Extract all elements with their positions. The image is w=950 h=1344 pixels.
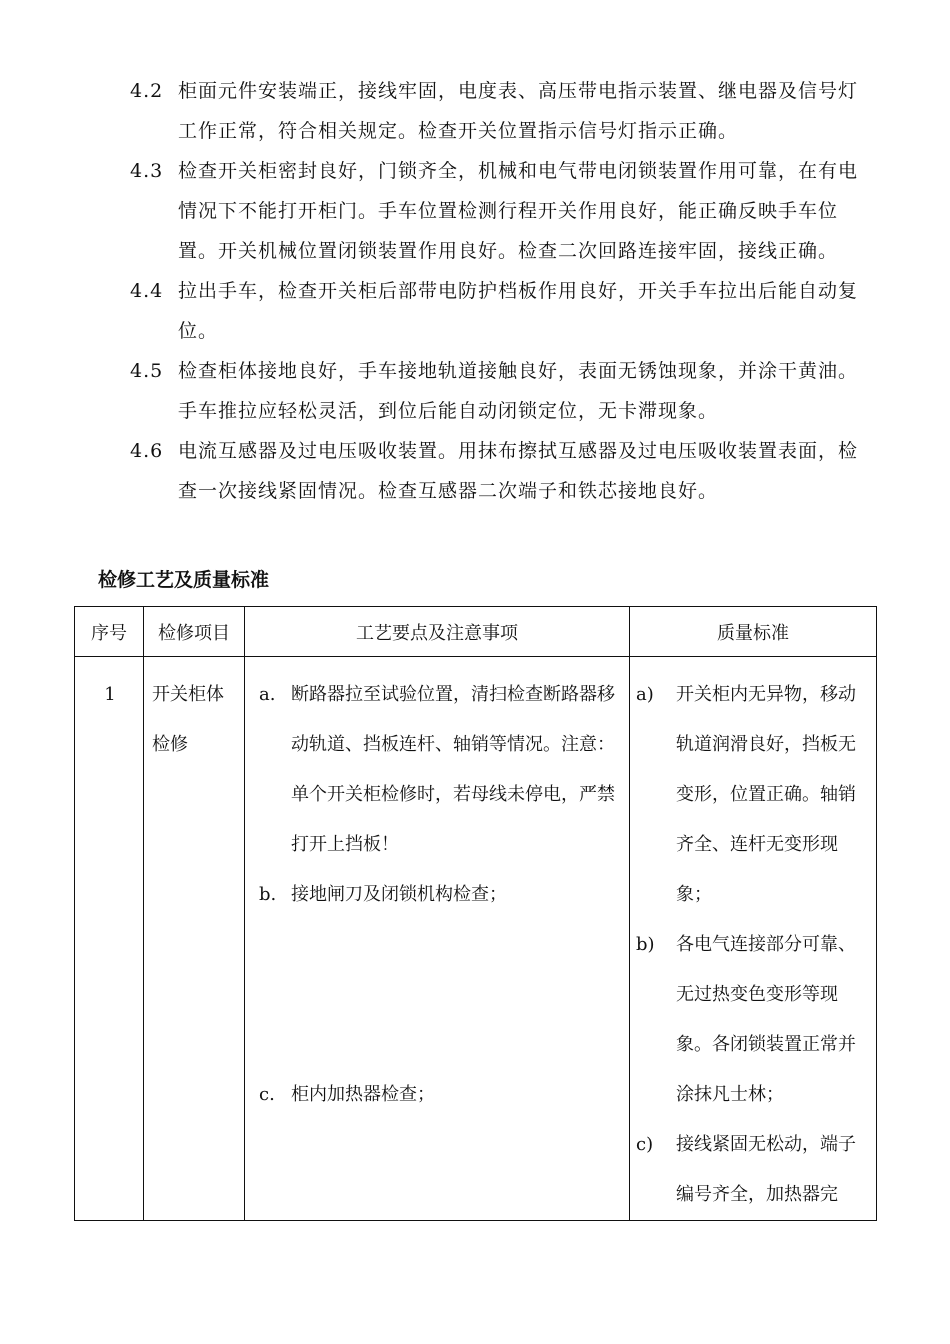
header-item: 检修项目	[144, 607, 245, 657]
item-text: 柜面元件安装端正，接线牢固，电度表、高压带电指示装置、继电器及信号灯工作正常，符合相关规定。检查开关位置指示信号灯指示正确。	[178, 80, 859, 142]
item-text: 检查柜体接地良好，手车接地轨道接触良好，表面无锈蚀现象，并涂干黄油。手车推拉应轻松灵活，到位后能自动闭锁定位，无卡滞现象。	[178, 360, 859, 422]
quality-std-a: a) 开关柜内无异物，移动轨道润滑良好，挡板无变形，位置正确。轴销齐全、连杆无变形现象；	[636, 684, 856, 905]
item-4-4	[130, 271, 870, 351]
item-number: 4.4	[130, 280, 164, 302]
item-4-3	[130, 151, 870, 271]
item-4-2	[130, 71, 870, 151]
cell-process	[245, 657, 630, 1221]
quality-std-b: b) 各电气连接部分可靠、无过热变色变形等现象。各闭锁装置正常并涂抹凡士林；	[636, 934, 856, 1105]
item-number: 4.2	[130, 80, 164, 102]
section-title: 检修工艺及质量标准	[98, 569, 270, 591]
cell-quality	[630, 657, 877, 1221]
item-text: 拉出手车，检查开关柜后部带电防护档板作用良好，开关手车拉出后能自动复位。	[178, 280, 859, 342]
item-4-6	[130, 431, 870, 511]
cell-seq: 1	[75, 657, 144, 1221]
table-row	[75, 657, 877, 1221]
header-quality: 质量标准	[630, 607, 877, 657]
cell-item: 开关柜体检修	[144, 657, 245, 1221]
header-process: 工艺要点及注意事项	[245, 607, 630, 657]
item-number: 4.6	[130, 440, 164, 462]
item-number: 4.3	[130, 160, 164, 182]
item-text: 检查开关柜密封良好，门锁齐全，机械和电气带电闭锁装置作用可靠，在有电情况下不能打开柜门。手车位置检测行程开关作用良好，能正确反映手车位置。开关机械位置闭锁装置作用良好。检查二次回路连接牢固，接线正确。	[178, 160, 859, 262]
maintenance-table	[74, 606, 877, 1221]
table-header-row	[75, 607, 877, 657]
process-step-c: c. 柜内加热器检查；	[259, 1084, 435, 1105]
item-number: 4.5	[130, 360, 164, 382]
process-step-b: b. 接地闸刀及闭锁机构检查；	[259, 884, 507, 905]
item-text: 电流互感器及过电压吸收装置。用抹布擦拭互感器及过电压吸收装置表面，检查一次接线紧固情况。检查互感器二次端子和铁芯接地良好。	[178, 440, 859, 502]
item-4-5	[130, 351, 870, 431]
header-seq: 序号	[75, 607, 144, 657]
quality-std-c: c) 接线紧固无松动，端子编号齐全，加热器完	[636, 1134, 856, 1205]
process-step-a: a. 断路器拉至试验位置，清扫检查断路器移动轨道、挡板连杆、轴销等情况。注意：单个开关柜检修时，若母线未停电，严禁打开上挡板！	[259, 684, 615, 855]
